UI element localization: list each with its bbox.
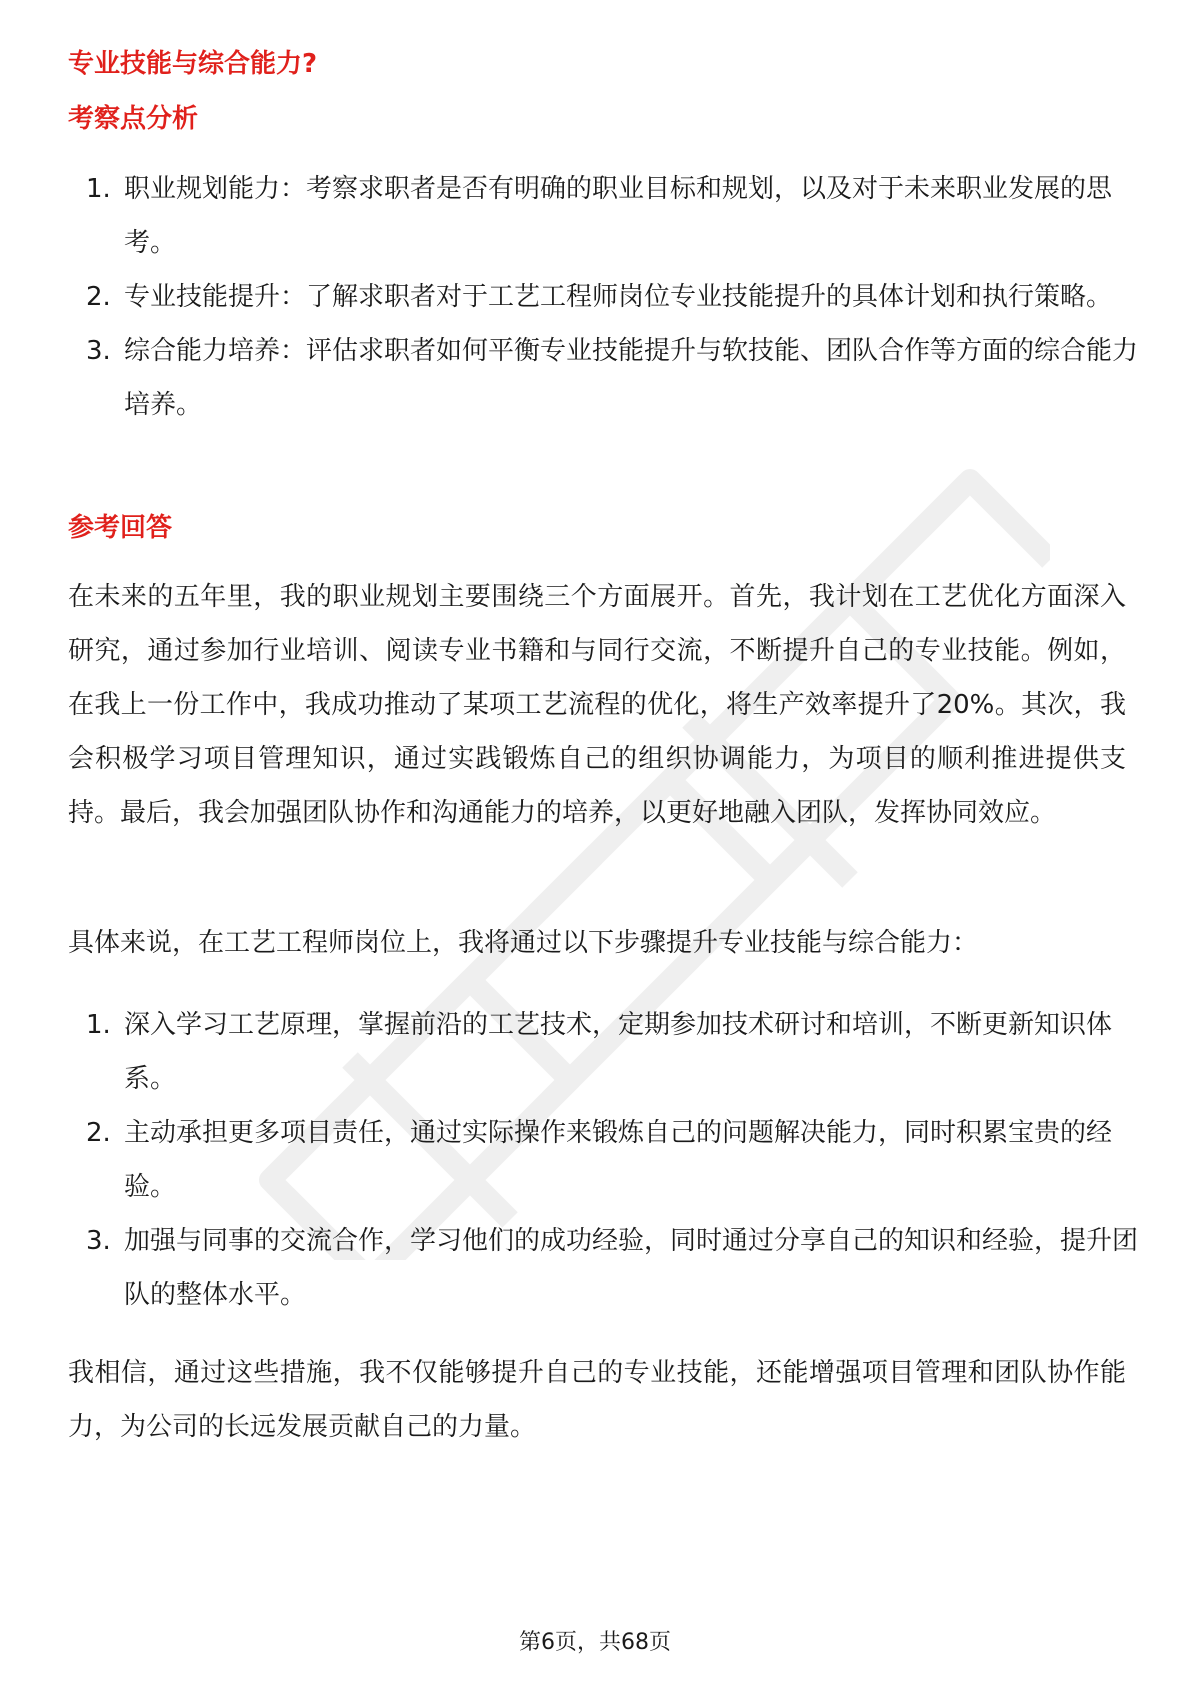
list-item (72, 270, 1142, 324)
analysis-heading: 考察点分析 (68, 104, 199, 134)
question-title: 专业技能与综合能力? (68, 49, 318, 79)
list-item-text: 综合能力培养：评估求职者如何平衡专业技能提升与软技能、团队合作等方面的综合能力培养。 (124, 336, 1139, 420)
list-item-text: 加强与同事的交流合作，学习他们的成功经验，同时通过分享自己的知识和经验，提升团队的整体水平。 (124, 1226, 1139, 1310)
answer-paragraph: 我相信，通过这些措施，我不仅能够提升自己的专业技能，还能增强项目管理和团队协作能力，为公司的长远发展贡献自己的力量。 (68, 1358, 1126, 1442)
list-item (72, 324, 1142, 432)
list-number: 1. (86, 174, 111, 204)
steps-list (72, 998, 1142, 1322)
list-item (72, 162, 1142, 270)
list-number: 3. (86, 1226, 111, 1256)
answer-paragraph: 具体来说，在工艺工程师岗位上，我将通过以下步骤提升专业技能与综合能力： (68, 928, 979, 958)
list-item-text: 主动承担更多项目责任，通过实际操作来锻炼自己的问题解决能力，同时积累宝贵的经验。 (124, 1118, 1113, 1202)
analysis-list (72, 162, 1142, 432)
list-item (72, 998, 1142, 1106)
list-item-text: 职业规划能力：考察求职者是否有明确的职业目标和规划，以及对于未来职业发展的思考。 (124, 174, 1113, 258)
list-number: 2. (86, 282, 111, 312)
list-number: 3. (86, 336, 111, 366)
list-item-text: 专业技能提升：了解求职者对于工艺工程师岗位专业技能提升的具体计划和执行策略。 (124, 282, 1113, 312)
list-item-text: 深入学习工艺原理，掌握前沿的工艺技术，定期参加技术研讨和培训，不断更新知识体系。 (124, 1010, 1113, 1094)
list-number: 1. (86, 1010, 111, 1040)
page-number-footer: 第6页，共68页 (519, 1630, 671, 1655)
list-item (72, 1214, 1142, 1322)
answer-heading: 参考回答 (68, 513, 173, 543)
list-number: 2. (86, 1118, 111, 1148)
answer-paragraph: 在未来的五年里，我的职业规划主要围绕三个方面展开。首先，我计划在工艺优化方面深入研究，通过参加行业培训、阅读专业书籍和与同行交流，不断提升自己的专业技能。例如，在我上一份工作中，我成功推动了某项工艺流程的优化，将生产效率提升了20%。其次，我会积极学习项目管理知识，通过实践锻炼自己的组织协调能力，为项目的顺利推进提供支持。最后，我会加强团队协作和沟通能力的培养，以更好地融入团队，发挥协同效应。 (68, 582, 1126, 828)
list-item (72, 1106, 1142, 1214)
